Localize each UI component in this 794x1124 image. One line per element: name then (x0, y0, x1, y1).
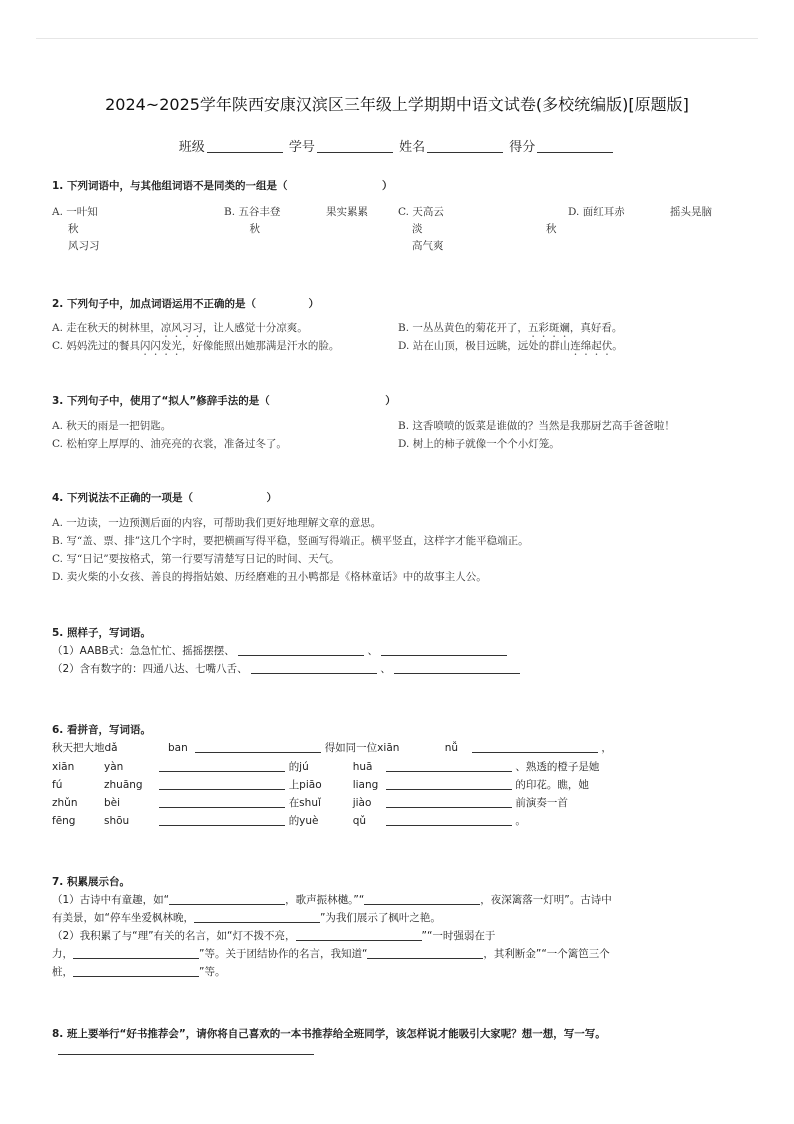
q2-option-c[interactable] (52, 338, 339, 358)
q1-a-line3: 风习习 (68, 240, 100, 252)
q1-b-line1: B. 五谷丰登 (224, 206, 281, 218)
score-blank[interactable] (537, 140, 613, 153)
q6-r5-b: shōu (104, 815, 130, 827)
q1-d-line2: 秋 (546, 223, 557, 235)
q7-blank-5[interactable] (73, 946, 199, 959)
q6-r4-e: 前演奏一首 (515, 797, 568, 809)
q6-r5-e: 。 (515, 815, 526, 827)
question-3 (52, 393, 754, 408)
q6-r2-c: 的jú (288, 761, 309, 773)
question-7 (52, 874, 754, 889)
q1-a-line2: 秋 (68, 223, 79, 235)
question-6 (52, 722, 754, 737)
q2-c-post: ，好像能照出她那满是汗水的脸。 (181, 340, 340, 352)
q7-blank-7[interactable] (73, 964, 199, 977)
q6-blank-3[interactable] (159, 759, 285, 772)
q7-l5-a: 桩， (52, 966, 73, 978)
q5-sep-2: 、 (380, 663, 391, 675)
q1-option-c[interactable] (398, 204, 444, 255)
question-1 (52, 178, 754, 193)
q5-l1-text: （1）AABB式：急急忙忙、摇摇摆摆、 (52, 645, 235, 657)
question-7-stem: 7. 积累展示台。 (52, 876, 130, 888)
q1-c-line3: 高气爽 (412, 240, 444, 252)
q4-option-d[interactable]: D. 卖火柴的小女孩、善良的拇指姑娘、历经磨难的丑小鸭都是《格林童话》中的故事主人公。 (52, 571, 487, 583)
q2-c-pre: C. 妈妈洗过的餐具 (52, 340, 140, 352)
q6-row-2 (52, 759, 599, 776)
name-blank[interactable] (427, 140, 503, 153)
q6-r3-a: fú (52, 779, 63, 791)
class-blank[interactable] (207, 140, 283, 153)
q5-blank-3[interactable] (251, 661, 377, 674)
q1-d-line1: D. 面红耳赤 (568, 206, 625, 218)
q2-b-pre: B. 一丛丛黄色的菊花开了， (398, 322, 528, 334)
q7-blank-3[interactable] (194, 910, 320, 923)
q6-r2-d: huā (352, 761, 373, 773)
q1-option-d-extra (546, 221, 557, 238)
question-1-stem: 1. 下列词语中，与其他组词语不是同类的一组是（ ） (52, 180, 393, 192)
q2-option-a[interactable] (52, 320, 308, 340)
q2-b-post: ，真好看。 (569, 322, 623, 334)
q6-blank-8[interactable] (386, 795, 512, 808)
q7-l3-b: ”“一时强弱在于 (421, 930, 496, 942)
q1-option-d[interactable] (568, 204, 625, 221)
q7-line-5 (52, 964, 225, 981)
q2-c-dotted: 闪闪发光 (139, 340, 182, 352)
q4-option-c[interactable]: C. 写“日记”要按格式，第一行要写清楚写日记的时间、天气。 (52, 553, 340, 565)
q3-option-c[interactable]: C. 松柏穿上厚厚的、油亮亮的衣裳，准备过冬了。 (52, 438, 287, 450)
q7-line-1 (52, 892, 612, 909)
q3-option-a[interactable]: A. 秋天的雨是一把钥匙。 (52, 420, 172, 432)
question-8 (52, 1026, 754, 1041)
question-4 (52, 490, 754, 505)
q6-blank-7[interactable] (159, 795, 285, 808)
question-3-stem: 3. 下列句子中，使用了“拟人”修辞手法的是（ ） (52, 395, 396, 407)
q7-l3-a: （2）我积累了与“理”有关的名言，如“灯不拨不亮， (52, 930, 296, 942)
q6-blank-5[interactable] (159, 777, 285, 790)
q6-r3-e: 的印花。瞧，她 (515, 779, 589, 791)
q6-blank-10[interactable] (386, 813, 512, 826)
q6-blank-1[interactable] (195, 740, 321, 753)
q5-blank-4[interactable] (394, 661, 520, 674)
question-4-stem: 4. 下列说法不正确的一项是（ ） (52, 492, 277, 504)
number-blank[interactable] (317, 140, 393, 153)
q7-l2-b: ”为我们展示了枫叶之艳。 (319, 912, 441, 924)
q7-line-2 (52, 910, 441, 927)
q6-r3-b: zhuāng (104, 779, 143, 791)
name-label: 姓名 (399, 140, 426, 155)
q2-option-d[interactable] (398, 338, 623, 358)
q6-r5-a: fēng (52, 815, 76, 827)
q6-r1-a: 秋天把大地dǎ (52, 742, 118, 754)
q6-blank-6[interactable] (386, 777, 512, 790)
q7-l2-a: 有美景，如“停车坐爱枫林晚， (52, 912, 194, 924)
q2-d-post: 。 (612, 340, 623, 352)
q6-r3-c: 上piāo (288, 779, 322, 791)
q6-blank-9[interactable] (159, 813, 285, 826)
q7-l1-b: ，歌声振林樾。”“ (285, 894, 365, 906)
q7-line-3 (52, 928, 495, 945)
q6-r4-b: bèi (104, 797, 121, 809)
q1-option-b[interactable] (224, 204, 280, 238)
q1-option-b-extra (326, 204, 368, 221)
q6-row-1 (52, 740, 612, 757)
q7-l1-c: ，夜深篱落一灯明”。古诗中 (480, 894, 612, 906)
q2-d-pre: D. 站在山顶，极目远眺，远处的群山 (398, 340, 571, 352)
q7-blank-2[interactable] (364, 892, 480, 905)
q2-a-post: ，让人感觉十分凉爽。 (202, 322, 308, 334)
q7-blank-4[interactable] (296, 928, 422, 941)
q7-l5-b: ”等。 (199, 966, 226, 978)
q5-blank-1[interactable] (238, 643, 364, 656)
q1-c-line1: C. 天高云 (398, 206, 444, 218)
q6-blank-2[interactable] (472, 740, 598, 753)
q2-b-dotted: 五彩斑斓 (527, 322, 570, 334)
q7-l1-a: （1）古诗中有童趣，如“ (52, 894, 170, 906)
q2-option-b[interactable] (398, 320, 622, 340)
q4-option-a[interactable]: A. 一边读，一边预测后面的内容，可帮助我们更好地理解文章的意思。 (52, 517, 382, 529)
question-8-stem: 8. 班上要举行“好书推荐会”，请你将自己喜欢的一本书推荐给全班同学，该怎样说才能吸引大家呢？想一想，写一写。 (52, 1028, 606, 1040)
q6-r1-d: nǚ (444, 742, 458, 754)
q6-r4-c: 在shuǐ (288, 797, 321, 809)
q7-blank-6[interactable] (367, 946, 483, 959)
q6-r4-d: jiào (352, 797, 372, 809)
q3-option-d[interactable]: D. 树上的柿子就像一个个小灯笼。 (398, 438, 560, 450)
q6-r2-e: 、熟透的橙子是她 (515, 761, 600, 773)
number-label: 学号 (288, 140, 315, 155)
q1-option-d-tail (670, 204, 712, 221)
q6-r1-e: ， (601, 742, 612, 754)
q6-r5-c: 的yuè (288, 815, 319, 827)
q5-l2-text: （2）含有数字的：四通八达、七嘴八舌、 (52, 663, 248, 675)
q6-blank-4[interactable] (386, 759, 512, 772)
q5-line-2 (52, 661, 520, 678)
score-label: 得分 (509, 140, 536, 155)
q5-line-1 (52, 643, 507, 660)
q6-r3-d: liang (352, 779, 379, 791)
q8-answer-line[interactable] (58, 1042, 314, 1055)
q1-option-a[interactable] (52, 204, 100, 255)
student-info-row (0, 136, 794, 155)
page-title: 2024~2025学年陕西安康汉滨区三年级上学期期中语文试卷(多校统编版)[原题版] (105, 95, 689, 114)
q6-row-5 (52, 813, 526, 830)
question-2 (52, 296, 754, 311)
q6-r5-d: qǔ (352, 815, 367, 827)
q6-row-3 (52, 777, 589, 794)
q7-l4-a: 力， (52, 948, 73, 960)
q5-sep-1: 、 (367, 645, 378, 657)
question-5-stem: 5. 照样子，写词语。 (52, 627, 151, 639)
q1-b-line2: 秋 (249, 223, 260, 235)
q1-a-line1: A. 一叶知 (52, 206, 98, 218)
q6-r2-a: xiān (52, 761, 75, 773)
q6-r2-b: yàn (104, 761, 124, 773)
q5-blank-2[interactable] (381, 643, 507, 656)
q6-r4-a: zhǔn (52, 797, 78, 809)
q7-line-4 (52, 946, 610, 963)
question-5 (52, 625, 754, 640)
class-label: 班级 (178, 140, 205, 155)
q1-b-line3: 果实累累 (326, 206, 368, 218)
q6-row-4 (52, 795, 568, 812)
q6-r1-b: ban (168, 742, 188, 754)
q7-l4-c: ，其利断金”“一个篱笆三个 (483, 948, 610, 960)
q7-l4-b: ”等。关于团结协作的名言，我知道“ (199, 948, 368, 960)
q7-blank-1[interactable] (169, 892, 285, 905)
header-rule (36, 38, 758, 39)
q2-a-dotted: 凉风习习 (160, 322, 203, 334)
question-6-stem: 6. 看拼音，写词语。 (52, 724, 151, 736)
q4-option-b[interactable]: B. 写“盖、票、排”这几个字时，要把横画写得平稳，竖画写得端正。横平竖直，这样字才能平稳端正。 (52, 535, 529, 547)
q2-a-pre: A. 走在秋天的树林里， (52, 322, 161, 334)
question-2-stem: 2. 下列句子中，加点词语运用不正确的是（ ） (52, 298, 319, 310)
q1-d-line3: 摇头晃脑 (670, 206, 712, 218)
q6-r1-c: 得如同一位xiān (324, 742, 400, 754)
q1-c-line2: 淡 (412, 223, 423, 235)
q3-option-b[interactable]: B. 这香喷喷的饭菜是谁做的？当然是我那厨艺高手爸爸啦！ (398, 420, 675, 432)
q2-d-dotted: 连绵起伏 (570, 340, 613, 352)
